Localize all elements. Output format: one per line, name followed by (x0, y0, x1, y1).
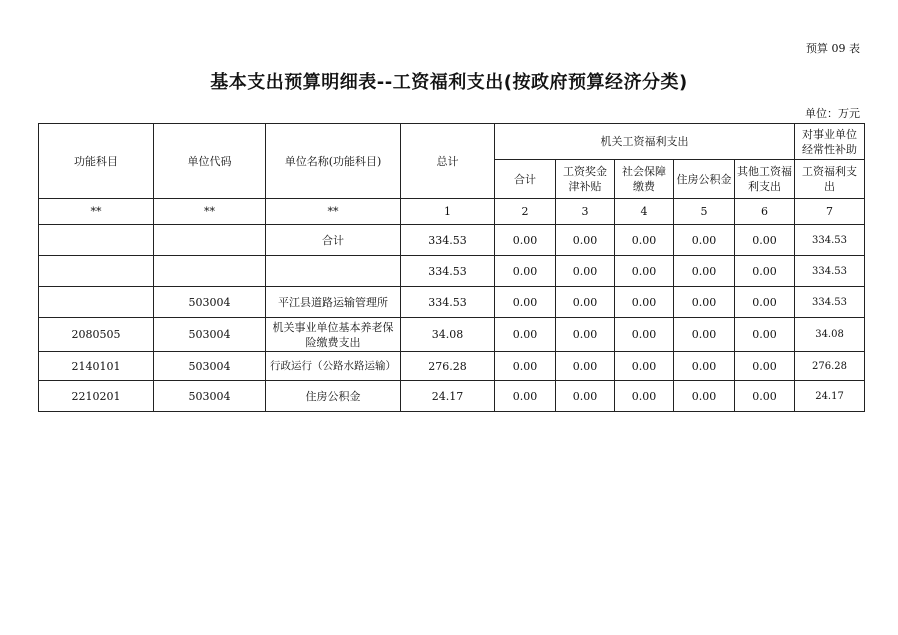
cell-func (39, 287, 154, 318)
cell-other-wage: 0.00 (735, 352, 795, 381)
cell-total: 276.28 (401, 352, 495, 381)
cell-housing-fund: 0.00 (674, 381, 735, 412)
header-social-insurance: 社会保障缴费 (615, 160, 674, 199)
cell-wage-welfare: 34.08 (795, 318, 865, 352)
cell-wage-welfare: 276.28 (795, 352, 865, 381)
index-cell: 7 (795, 199, 865, 225)
form-number: 预算 09 表 (806, 42, 860, 55)
index-cell: ** (154, 199, 266, 225)
header-wage-welfare: 工资福利支出 (795, 160, 865, 199)
unit-label: 单位：万元 (805, 107, 860, 120)
table-row (39, 287, 865, 318)
index-cell: ** (266, 199, 401, 225)
header-func-subject: 功能科目 (39, 124, 154, 199)
index-cell: 1 (401, 199, 495, 225)
cell-sub-total: 0.00 (495, 381, 556, 412)
cell-name: 行政运行（公路水路运输） (266, 352, 401, 381)
cell-code: 503004 (154, 352, 266, 381)
cell-social-insurance: 0.00 (615, 287, 674, 318)
cell-wage-welfare: 334.53 (795, 256, 865, 287)
cell-other-wage: 0.00 (735, 225, 795, 256)
cell-other-wage: 0.00 (735, 256, 795, 287)
header-housing-fund: 住房公积金 (674, 160, 735, 199)
cell-housing-fund: 0.00 (674, 287, 735, 318)
cell-code: 503004 (154, 381, 266, 412)
cell-name: 合计 (266, 225, 401, 256)
page-title: 基本支出预算明细表--工资福利支出(按政府预算经济分类) (210, 72, 688, 93)
cell-code: 503004 (154, 287, 266, 318)
cell-housing-fund: 0.00 (674, 225, 735, 256)
cell-total: 334.53 (401, 225, 495, 256)
cell-sub-total: 0.00 (495, 352, 556, 381)
index-cell: 6 (735, 199, 795, 225)
cell-wage-bonus: 0.00 (556, 225, 615, 256)
cell-total: 24.17 (401, 381, 495, 412)
cell-wage-bonus: 0.00 (556, 256, 615, 287)
cell-social-insurance: 0.00 (615, 318, 674, 352)
column-index-row (39, 199, 865, 225)
cell-sub-total: 0.00 (495, 225, 556, 256)
table-row (39, 256, 865, 287)
cell-code (154, 225, 266, 256)
cell-other-wage: 0.00 (735, 318, 795, 352)
cell-housing-fund: 0.00 (674, 318, 735, 352)
cell-total: 334.53 (401, 287, 495, 318)
cell-func (39, 256, 154, 287)
cell-func: 2140101 (39, 352, 154, 381)
cell-wage-bonus: 0.00 (556, 352, 615, 381)
cell-housing-fund: 0.00 (674, 256, 735, 287)
index-cell: 3 (556, 199, 615, 225)
index-cell: 4 (615, 199, 674, 225)
header-other-wage: 其他工资福利支出 (735, 160, 795, 199)
cell-social-insurance: 0.00 (615, 256, 674, 287)
table-row (39, 381, 865, 412)
cell-wage-bonus: 0.00 (556, 287, 615, 318)
cell-name: 平江县道路运输管理所 (266, 287, 401, 318)
cell-social-insurance: 0.00 (615, 225, 674, 256)
cell-other-wage: 0.00 (735, 287, 795, 318)
cell-wage-bonus: 0.00 (556, 318, 615, 352)
index-cell: ** (39, 199, 154, 225)
cell-sub-total: 0.00 (495, 318, 556, 352)
header-unit-code: 单位代码 (154, 124, 266, 199)
cell-name: 住房公积金 (266, 381, 401, 412)
table-row (39, 318, 865, 352)
cell-wage-welfare: 334.53 (795, 225, 865, 256)
cell-func: 2210201 (39, 381, 154, 412)
cell-social-insurance: 0.00 (615, 381, 674, 412)
cell-func: 2080505 (39, 318, 154, 352)
cell-other-wage: 0.00 (735, 381, 795, 412)
cell-func (39, 225, 154, 256)
table-row (39, 352, 865, 381)
index-cell: 5 (674, 199, 735, 225)
cell-sub-total: 0.00 (495, 287, 556, 318)
index-cell: 2 (495, 199, 556, 225)
cell-housing-fund: 0.00 (674, 352, 735, 381)
table-row (39, 225, 865, 256)
header-unit-name: 单位名称(功能科目) (266, 124, 401, 199)
header-wage-bonus: 工资奖金津补贴 (556, 160, 615, 199)
cell-social-insurance: 0.00 (615, 352, 674, 381)
cell-code: 503004 (154, 318, 266, 352)
header-group-organ: 机关工资福利支出 (495, 124, 795, 160)
budget-table (38, 123, 865, 412)
cell-code (154, 256, 266, 287)
cell-name (266, 256, 401, 287)
cell-name: 机关事业单位基本养老保险缴费支出 (266, 318, 401, 352)
cell-wage-welfare: 24.17 (795, 381, 865, 412)
header-sub-total: 合计 (495, 160, 556, 199)
header-subsidy: 对事业单位经常性补助 (795, 124, 865, 160)
cell-wage-welfare: 334.53 (795, 287, 865, 318)
header-total: 总计 (401, 124, 495, 199)
cell-wage-bonus: 0.00 (556, 381, 615, 412)
cell-total: 34.08 (401, 318, 495, 352)
cell-sub-total: 0.00 (495, 256, 556, 287)
cell-total: 334.53 (401, 256, 495, 287)
